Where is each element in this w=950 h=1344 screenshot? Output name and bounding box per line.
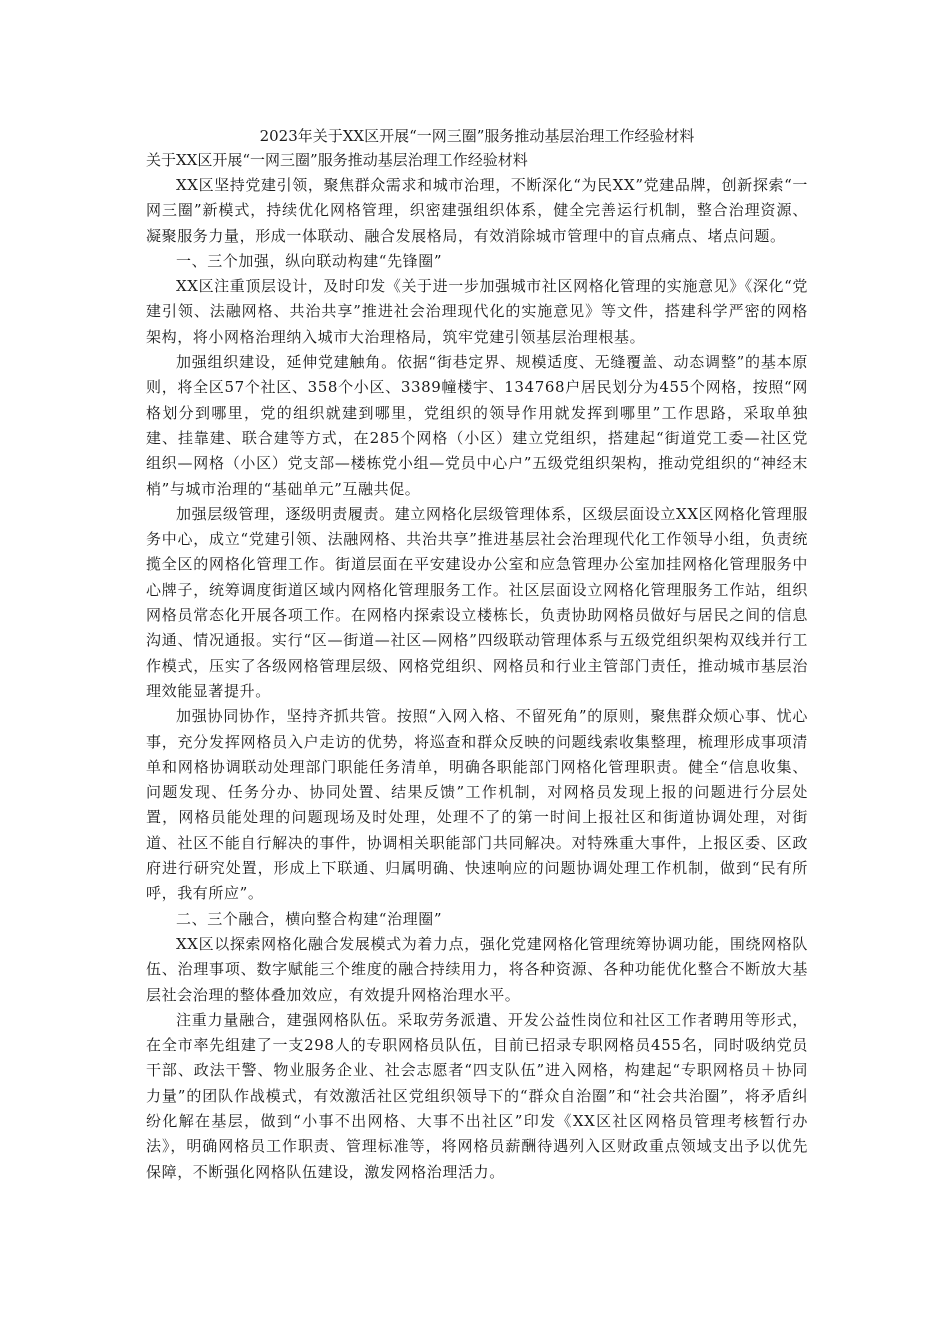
section-heading-1: 一、三个加强，纵向联动构建“先锋圈” xyxy=(176,251,443,270)
paragraph: 注重力量融合，建强网格队伍。采取劳务派遣、开发公益性岗位和社区工作者聘用等形式，在全市率先组建了一支298人的专职网格员队伍，目前已招录专职网格员455名，同时吸纳党员干部、政法干警、物业服务企业、社会志愿者“四支队伍”进入网格，构建起“专职网格员＋协同力量”的团队作战模式，有效激活社区党组织领导下的“群众自治圈”和“社会共治圈”，将矛盾纠纷化解在基层，做到“小事不出网格、大事不出社区”印发《XX区社区网格员管理考核暂行办法》，明确网格员工作职责、管理标准等，将网格员薪酬待遇列入区财政重点领域支出予以优先保障，不断强化网格队伍建设，激发网格治理活力。 xyxy=(146,1010,808,1181)
document-body xyxy=(146,124,808,1185)
intro-paragraph: XX区坚持党建引领，聚焦群众需求和城市治理，不断深化“为民XX”党建品牌，创新探索“一网三圈”新模式，持续优化网格管理，织密建强组织体系，健全完善运行机制，整合治理资源、凝聚服务力量，形成一体联动、融合发展格局，有效消除城市管理中的盲点痛点、堵点问题。 xyxy=(146,176,808,245)
paragraph: XX区注重顶层设计，及时印发《关于进一步加强城市社区网格化管理的实施意见》《深化“党建引领、法融网格、共治共享”推进社会治理现代化的实施意见》等文件，搭建科学严密的网格架构，将小网格治理纳入城市大治理格局，筑牢党建引领基层治理根基。 xyxy=(146,277,808,346)
paragraph: XX区以探索网格化融合发展模式为着力点，强化党建网格化管理统筹协调功能，围绕网格队伍、治理事项、数字赋能三个维度的融合持续用力，将各种资源、各种功能优化整合不断放大基层社会治理的整体叠加效应，有效提升网格治理水平。 xyxy=(146,934,808,1004)
document-subtitle: 关于XX区开展“一网三圈”服务推动基层治理工作经验材料 xyxy=(146,151,528,169)
document-title: 2023年关于XX区开展“一网三圈”服务推动基层治理工作经验材料 xyxy=(259,127,695,145)
paragraph: 加强协同协作，坚持齐抓共管。按照“入网入格、不留死角”的原则，聚焦群众烦心事、忧心事，充分发挥网格员入户走访的优势，将巡查和群众反映的问题线索收集整理，梳理形成事项清单和网格协调联动处理部门职能任务清单，明确各职能部门网格化管理职责。健全“信息收集、问题发现、任务分办、协同处置、结果反馈”工作机制，对网格员发现上报的问题进行分层处置，网格员能处理的问题现场及时处理，处理不了的第一时间上报社区和街道协调处理，对街道、社区不能自行解决的事件，协调相关职能部门共同解决。对特殊重大事件，上报区委、区政府进行研究处置，形成上下联通、归属明确、快速响应的问题协调处理工作机制，做到“民有所呼，我有所应”。 xyxy=(146,707,808,903)
section-heading-2: 二、三个融合，横向整合构建“治理圈” xyxy=(176,909,443,928)
paragraph: 加强组织建设，延伸党建触角。依据“街巷定界、规模适度、无缝覆盖、动态调整”的基本原则，将全区57个社区、358个小区、3389幢楼宇、134768户居民划分为455个网格，按照“网格划分到哪里，党的组织就建到哪里，党组织的领导作用就发挥到哪里”工作思路，采取单独建、挂靠建、联合建等方式，在285个网格（小区）建立党组织，搭建起“街道党工委—社区党组织—网格（小区）党支部—楼栋党小组—党员中心户”五级党组织架构，推动党组织的“神经末梢”与城市治理的“基础单元”互融共促。 xyxy=(146,353,808,498)
paragraph: 加强层级管理，逐级明责履责。建立网格化层级管理体系，区级层面设立XX区网格化管理服务中心，成立“党建引领、法融网格、共治共享”推进基层社会治理现代化工作领导小组，负责统揽全区的网格化管理工作。街道层面在平安建设办公室和应急管理办公室加挂网格化管理服务中心牌子，统筹调度街道区域内网格化管理服务工作。社区层面设立网格化管理服务工作站，组织网格员常态化开展各项工作。在网格内探索设立楼栋长，负责协助网格员做好与居民之间的信息沟通、情况通报。实行“区—街道—社区—网格”四级联动管理体系与五级党组织架构双线并行工作模式，压实了各级网格管理层级、网格党组织、网格员和行业主管部门责任，推动城市基层治理效能显著提升。 xyxy=(146,504,808,700)
